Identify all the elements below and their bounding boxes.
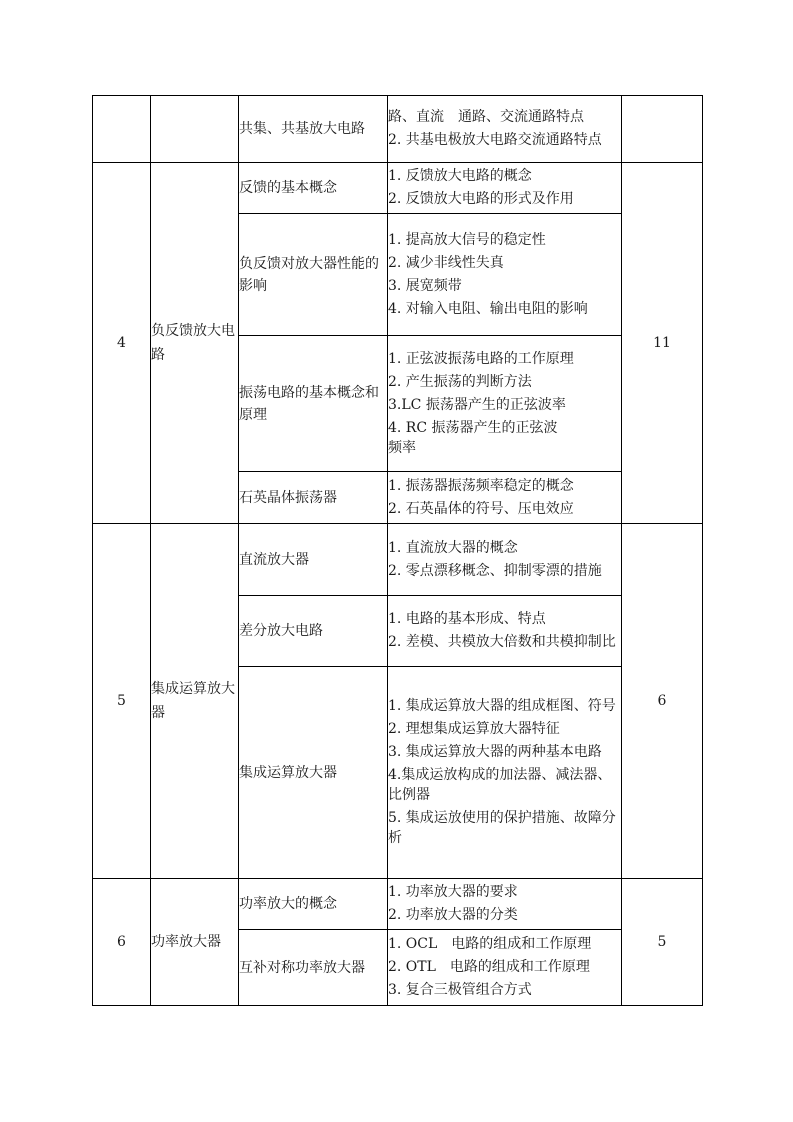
chapter-number-cell	[93, 879, 151, 1006]
hours-cell	[622, 96, 703, 163]
hours-value: 5	[657, 934, 667, 950]
content-cell	[388, 596, 622, 667]
chapter-number-cell	[93, 524, 151, 879]
content-point: 3.LC 振荡器产生的正弦波率	[388, 396, 566, 413]
content-point: 4. 对输入电阻、输出电阻的影响	[388, 300, 588, 317]
topic-cell	[239, 667, 388, 879]
topic-cell	[239, 336, 388, 472]
content-point: 2. 差模、共模放大倍数和共模抑制比	[388, 634, 616, 650]
syllabus-table	[92, 95, 703, 1006]
content-point: 2. 功率放大器的分类	[388, 907, 518, 923]
topic-title: 共集、共基放大电路	[239, 121, 365, 137]
table-row	[93, 96, 703, 163]
content-cell	[388, 214, 622, 336]
topic-title: 振荡电路的基本概念和原理	[239, 384, 379, 423]
content-point: 1. 振荡器振荡频率稳定的概念	[388, 477, 574, 494]
content-point: 2. 产生振荡的判断方法	[388, 373, 532, 390]
content-cell	[388, 667, 630, 879]
table-row	[93, 163, 703, 214]
topic-cell	[239, 596, 388, 667]
content-cell	[388, 163, 622, 214]
topic-cell	[239, 930, 388, 1006]
hours-value: 6	[657, 693, 667, 709]
table-row	[93, 524, 703, 596]
topic-cell	[239, 96, 388, 163]
chapter-number-cell	[93, 96, 151, 163]
topic-title: 功率放大的概念	[239, 896, 337, 912]
chapter-number: 5	[117, 693, 126, 709]
chapter-name-cell	[151, 524, 239, 879]
content-point: 1. 集成运算放大器的组成框图、符号	[388, 698, 616, 714]
topic-title: 集成运算放大器	[239, 764, 337, 781]
topic-title: 互补对称功率放大器	[239, 959, 365, 976]
content-cell	[388, 930, 622, 1006]
content-point: 3. 展宽频带	[388, 277, 462, 294]
content-point: 2. 反馈放大电路的形式及作用	[388, 191, 574, 207]
hours-cell	[622, 524, 703, 879]
chapter-number: 6	[117, 934, 126, 950]
chapter-number: 4	[117, 335, 126, 351]
content-point: 3. 复合三极管组合方式	[388, 982, 532, 998]
content-cell	[388, 524, 622, 596]
content-point: 4. RC 振荡器产生的正弦波频率	[388, 419, 558, 456]
content-point: 1. 直流放大器的概念	[388, 539, 518, 556]
content-point: 2. 共基电极放大电路交流通路特点	[388, 132, 602, 148]
content-cell	[388, 472, 622, 524]
chapter-name: 功率放大器	[151, 934, 221, 950]
chapter-name-cell	[151, 163, 239, 524]
content-cell	[388, 336, 622, 472]
content-point: 路、直流 通路、交流通路特点	[388, 109, 584, 125]
content-point: 1. OCL 电路的组成和工作原理	[388, 936, 592, 952]
chapter-name-cell	[151, 96, 239, 163]
content-point: 2. OTL 电路的组成和工作原理	[388, 959, 590, 975]
topic-title: 差分放大电路	[239, 623, 323, 639]
content-point: 4.集成运放构成的加法器、减法器、 比例器	[388, 767, 612, 803]
topic-cell	[239, 214, 388, 336]
chapter-name: 负反馈放大电路	[151, 323, 235, 363]
content-point: 2. 零点漂移概念、抑制零漂的措施	[388, 562, 602, 579]
chapter-number-cell	[93, 163, 151, 524]
topic-title: 直流放大器	[239, 551, 309, 568]
hours-cell	[622, 879, 703, 1006]
content-point: 5. 集成运放使用的保护措施、故障分 析	[388, 810, 630, 846]
topic-title: 石英晶体振荡器	[239, 489, 337, 506]
topic-cell	[239, 472, 388, 524]
content-cell	[388, 96, 622, 163]
content-point: 2. 石英晶体的符号、压电效应	[388, 500, 574, 517]
table-row	[93, 879, 703, 930]
topic-title: 负反馈对放大器性能的影响	[239, 255, 379, 294]
topic-cell	[239, 879, 388, 930]
content-point: 2. 减少非线性失真	[388, 254, 504, 271]
content-point: 1. 正弦波振荡电路的工作原理	[388, 350, 574, 367]
hours-value: 11	[653, 335, 671, 351]
topic-title: 反馈的基本概念	[239, 180, 337, 196]
content-point: 2. 理想集成运算放大器特征	[388, 721, 560, 737]
content-point: 1. 电路的基本形成、特点	[388, 611, 546, 627]
topic-cell	[239, 524, 388, 596]
content-point: 1. 反馈放大电路的概念	[388, 168, 532, 184]
content-point: 3. 集成运算放大器的两种基本电路	[388, 744, 602, 760]
topic-cell	[239, 163, 388, 214]
hours-cell	[622, 163, 703, 524]
content-point: 1. 提高放大信号的稳定性	[388, 231, 546, 248]
chapter-name: 集成运算放大器	[151, 681, 235, 721]
content-point: 1. 功率放大器的要求	[388, 884, 518, 900]
chapter-name-cell	[151, 879, 239, 1006]
content-cell	[388, 879, 622, 930]
